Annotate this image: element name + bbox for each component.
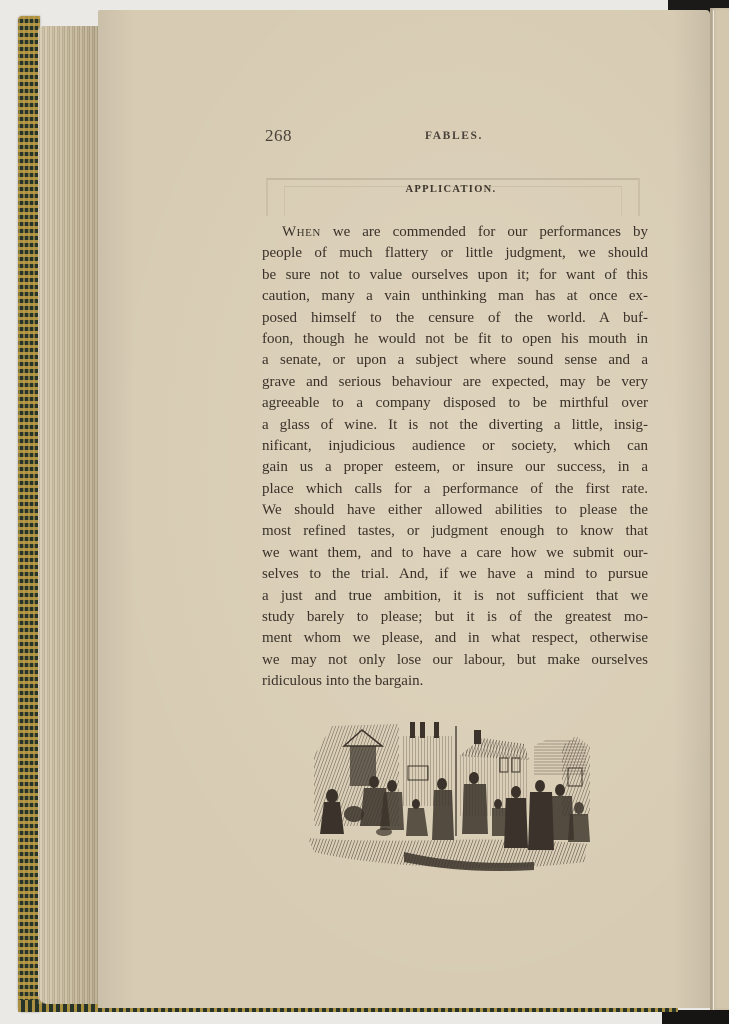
page-gutter [713,10,714,1010]
text-line: a senate, or upon a subject where sound sense and a [262,352,648,369]
text-line: selves to the trial. And, if we have a mind to pursue [262,566,648,583]
text-line: a just and true ambition, it is not sufficient that we [262,587,648,604]
gilt-cover-edge [18,16,40,1012]
text-line: a glass of wine. It is not the diverting a little, insig- [262,416,648,433]
section-heading: APPLICATION. [405,184,497,195]
running-title: FABLES. [425,130,483,142]
text-line: agreeable to a company disposed to be mirthful over [262,395,648,412]
page-number: 268 [265,126,292,145]
text-line: grave and serious behaviour are expected, may be very [262,373,648,390]
text-line: place which calls for a performance of the first rate. [262,480,648,497]
running-head [265,126,645,150]
text-line: We should have either allowed abilities to please the [262,502,648,519]
text-line: ridiculous into the bargain. [262,673,424,690]
text-line: study barely to please; but it is of the greatest mo- [262,609,648,626]
backdrop [662,1010,729,1024]
text-line: gain us a proper esteem, or insure our success, in a [262,459,648,476]
text-line: most refined tastes, or judgment enough to know that [262,523,648,540]
body-text [262,222,648,693]
text-line: nificant, injudicious audience or society, which can [262,437,648,454]
text-line: posed himself to the censure of the world. A buf- [262,309,648,326]
text-line: people of much flattery or little judgment, we should [262,245,648,262]
text-line: ment whom we please, and in what respect, otherwise [262,630,648,647]
text-line: foon, though he would not be fit to open his mouth in [262,330,648,347]
text-line: be sure not to value ourselves upon it; for want of this [262,266,648,283]
text-line: caution, many a vain unthinking man has at once ex- [262,288,648,305]
woodcut-illustration [304,716,594,872]
text-line: we want them, and to have a care how we submit our- [262,544,648,561]
opening-word: When [282,224,321,240]
text-line: When we are commended for our performances by [282,224,648,240]
text-line: we may not only lose our labour, but make ourselves [262,651,648,668]
